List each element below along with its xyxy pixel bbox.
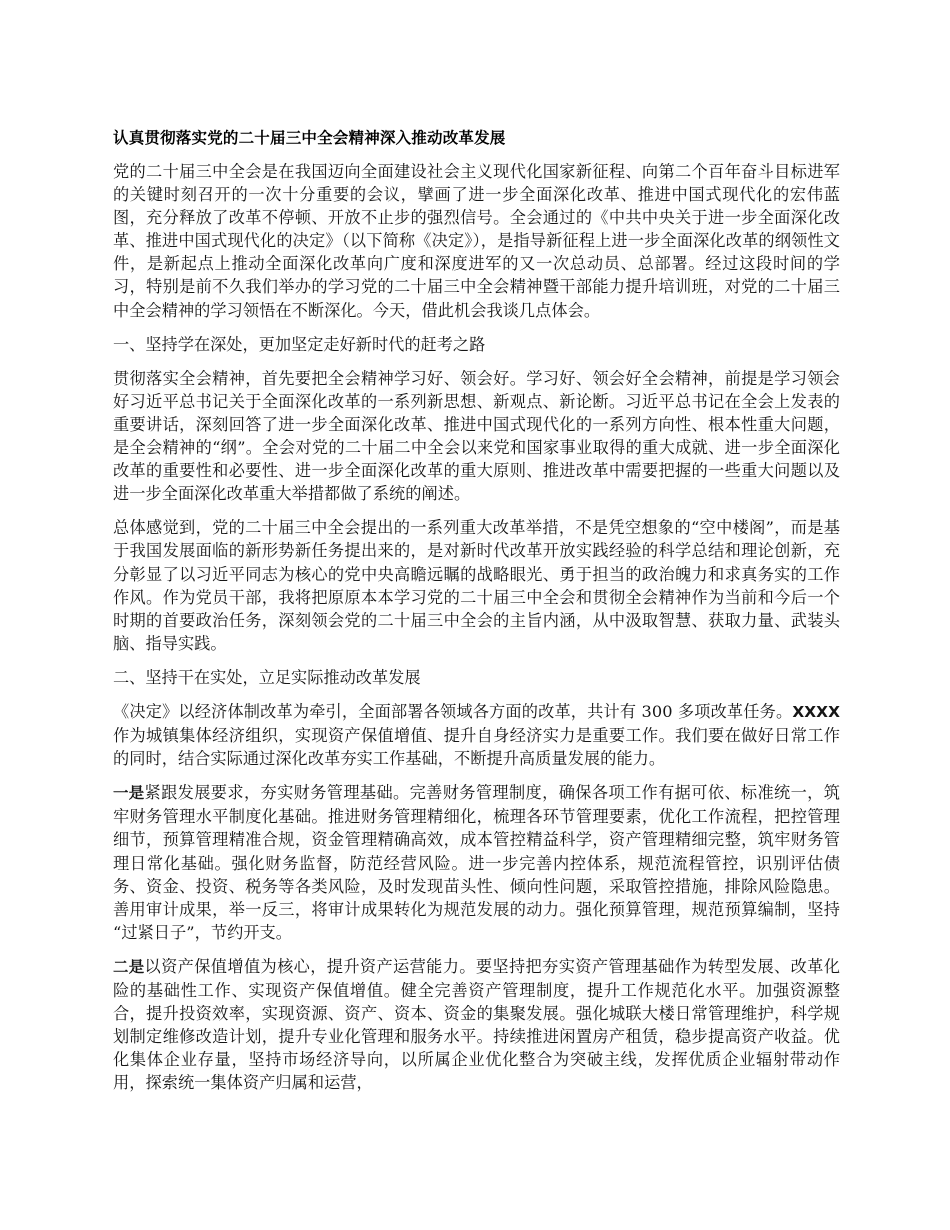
emphasis-run: 一是 bbox=[113, 784, 145, 803]
text-run: 紧跟发展要求，夯实财务管理基础。完善财务管理制度，确保各项工作有据可依、标准统一，筑牢财务管理水平制度化基础。推进财务管理精细化，梳理各环节管理要素，优化工作流程，把控管理细节，预算管理精准合规，资金管理精确高效，成本管控精益科学，资产管理精细完整，筑牢财务管理日常化基础。强化财务监督，防范经营风险。进一步完善内控体系，规范流程管控，识别评估债务、资金、投资、税务等各类风险，及时发现苗头性、倾向性问题，采取管控措施，排除风险隐患。善用审计成果，举一反三，将审计成果转化为规范发展的动力。强化预算管理，规范预算编制，坚持“过紧日子”，节约开支。 bbox=[113, 783, 840, 942]
paragraph-section2-3 bbox=[113, 955, 840, 1095]
paragraph-intro: 党的二十届三中全会是在我国迈向全面建设社会主义现代化国家新征程、向第二个百年奋斗目标进军的关键时刻召开的一次十分重要的会议，擘画了进一步全面深化改革、推进中国式现代化的宏伟蓝图，充分释放了改革不停顿、开放不止步的强烈信号。全会通过的《中共中央关于进一步全面深化改革、推进中国式现代化的决定》（以下简称《决定》），是指导新征程上进一步全面深化改革的纲领性文件，是新起点上推动全面深化改革向广度和深度进军的又一次总动员、总部署。经过这段时间的学习，特别是前不久我们举办的学习党的二十届三中全会精神暨干部能力提升培训班，对党的二十届三中全会精神的学习领悟在不断深化。今天，借此机会我谈几点体会。 bbox=[113, 162, 840, 320]
emphasis-run: 二是 bbox=[113, 957, 145, 976]
text-run: 作为城镇集体经济组织，实现资产保值增值、提升自身经济实力是重要工作。我们要在做好日常工作的同时，结合实际通过深化改革夯实工作基础，不断提升高质量发展的能力。 bbox=[113, 726, 840, 769]
section-heading-one: 一、坚持学在深处，更加坚定走好新时代的赶考之路 bbox=[113, 334, 486, 354]
emphasis-run: XXXX bbox=[792, 702, 840, 721]
text-run: 《决定》以经济体制改革为牵引，全面部署各领域各方面的改革，共计有 300 多项改革任务。 bbox=[113, 701, 793, 721]
text-run: 以资产保值增值为核心，提升资产运营能力。要坚持把夯实资产管理基础作为转型发展、改革化险的基础性工作、实现资产保值增值。健全完善资产管理制度，提升工作规范化水平。加强资源整合，提升投资效率，实现资源、资产、资本、资金的集聚发展。强化城联大楼日常管理维护，科学规划制定维修改造计划，提升专业化管理和服务水平。持续推进闲置房产租赁，稳步提高资产收益。优化集体企业存量，坚持市场经济导向，以所属企业优化整合为突破主线，发挥优质企业辐射带动作用，探索统一集体资产归属和运营， bbox=[113, 956, 840, 1093]
paragraph-section1-2: 总体感觉到，党的二十届三中全会提出的一系列重大改革举措，不是凭空想象的“空中楼阁”，而是基于我国发展面临的新形势新任务提出来的，是对新时代改革开放实践经验的科学总结和理论创新，充分彰显了以习近平同志为核心的党中央高瞻远瞩的战略眼光、勇于担当的政治魄力和求真务实的工作作风。作为党员干部，我将把原原本本学习党的二十届三中全会和贯彻全会精神作为当前和今后一个时期的首要政治任务，深刻领会党的二十届三中全会的主旨内涵，从中汲取智慧、获取力量、武装头脑、指导实践。 bbox=[113, 518, 840, 653]
paragraph-section2-2 bbox=[113, 781, 840, 944]
page-title: 认真贯彻落实党的二十届三中全会精神深入推动改革发展 bbox=[113, 129, 506, 147]
section-heading-two: 二、坚持干在实处，立足实际推动改革发展 bbox=[113, 667, 421, 687]
paragraph-section2-1 bbox=[113, 700, 840, 770]
paragraph-section1-1: 贯彻落实全会精神，首先要把全会精神学习好、领会好。学习好、领会好全会精神，前提是学习领会好习近平总书记关于全面深化改革的一系列新思想、新观点、新论断。习近平总书记在全会上发表的重要讲话，深刻回答了进一步全面深化改革、推进中国式现代化的一系列方向性、根本性重大问题，是全会精神的“纲”。全会对党的二十届二中全会以来党和国家事业取得的重大成就、进一步全面深化改革的重要性和必要性、进一步全面深化改革的重大原则、推进改革中需要把握的一些重大问题以及进一步全面深化改革重大举措都做了系统的阐述。 bbox=[113, 368, 840, 504]
